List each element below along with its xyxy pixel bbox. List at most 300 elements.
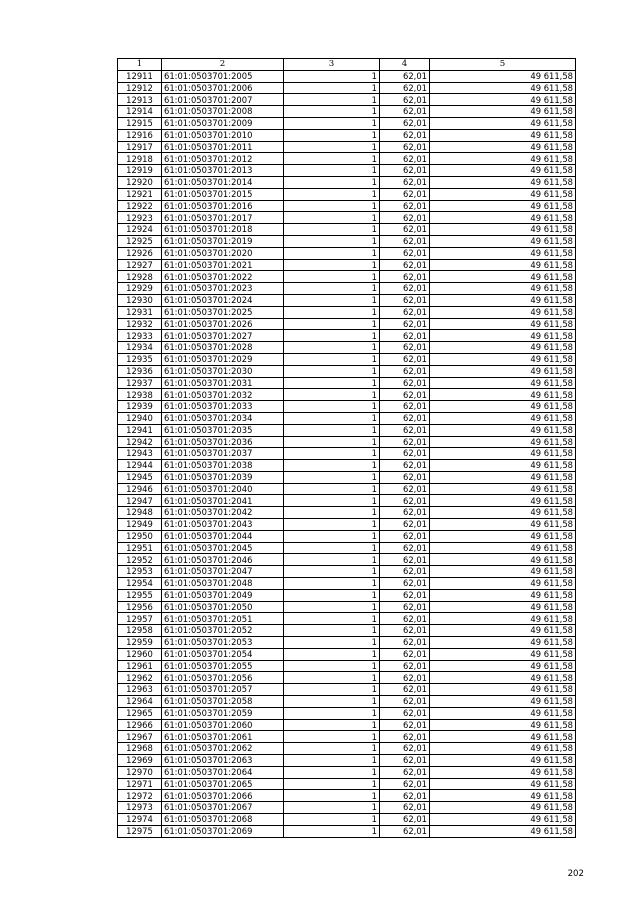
quantity-cell: 1 — [284, 802, 380, 814]
cadastral-number-cell: 61:01:0503701:2018 — [162, 224, 284, 236]
table-row — [118, 330, 576, 342]
quantity-cell: 1 — [284, 460, 380, 472]
cadastral-number-cell: 61:01:0503701:2049 — [162, 589, 284, 601]
value-cell: 49 611,58 — [430, 153, 576, 165]
quantity-cell: 1 — [284, 471, 380, 483]
quantity-cell: 1 — [284, 365, 380, 377]
value-cell: 49 611,58 — [430, 165, 576, 177]
value-cell: 49 611,58 — [430, 294, 576, 306]
quantity-cell: 1 — [284, 778, 380, 790]
area-cell: 62,01 — [380, 200, 430, 212]
quantity-cell: 1 — [284, 176, 380, 188]
table-row — [118, 176, 576, 188]
cadastral-number-cell: 61:01:0503701:2047 — [162, 566, 284, 578]
quantity-cell: 1 — [284, 424, 380, 436]
table-row — [118, 684, 576, 696]
row-number-cell: 12948 — [118, 507, 162, 519]
table-row — [118, 766, 576, 778]
table-row — [118, 141, 576, 153]
value-cell: 49 611,58 — [430, 766, 576, 778]
row-number-cell: 12932 — [118, 318, 162, 330]
cadastral-number-cell: 61:01:0503701:2048 — [162, 578, 284, 590]
area-cell: 62,01 — [380, 117, 430, 129]
cadastral-number-cell: 61:01:0503701:2010 — [162, 129, 284, 141]
row-number-cell: 12974 — [118, 814, 162, 826]
area-cell: 62,01 — [380, 566, 430, 578]
table-row — [118, 637, 576, 649]
quantity-cell: 1 — [284, 330, 380, 342]
quantity-cell: 1 — [284, 507, 380, 519]
row-number-cell: 12964 — [118, 696, 162, 708]
row-number-cell: 12968 — [118, 743, 162, 755]
area-cell: 62,01 — [380, 306, 430, 318]
row-number-cell: 12973 — [118, 802, 162, 814]
area-cell: 62,01 — [380, 235, 430, 247]
quantity-cell: 1 — [284, 165, 380, 177]
row-number-cell: 12941 — [118, 424, 162, 436]
area-cell: 62,01 — [380, 660, 430, 672]
table-row — [118, 625, 576, 637]
quantity-cell: 1 — [284, 94, 380, 106]
area-cell: 62,01 — [380, 448, 430, 460]
cadastral-number-cell: 61:01:0503701:2015 — [162, 188, 284, 200]
row-number-cell: 12924 — [118, 224, 162, 236]
quantity-cell: 1 — [284, 589, 380, 601]
column-header-4: 4 — [380, 59, 430, 71]
table-row — [118, 495, 576, 507]
cadastral-number-cell: 61:01:0503701:2007 — [162, 94, 284, 106]
quantity-cell: 1 — [284, 436, 380, 448]
area-cell: 62,01 — [380, 129, 430, 141]
value-cell: 49 611,58 — [430, 755, 576, 767]
row-number-cell: 12915 — [118, 117, 162, 129]
cadastral-number-cell: 61:01:0503701:2056 — [162, 672, 284, 684]
row-number-cell: 12943 — [118, 448, 162, 460]
area-cell: 62,01 — [380, 460, 430, 472]
cadastral-number-cell: 61:01:0503701:2005 — [162, 70, 284, 82]
quantity-cell: 1 — [284, 448, 380, 460]
row-number-cell: 12931 — [118, 306, 162, 318]
value-cell: 49 611,58 — [430, 188, 576, 200]
cadastral-number-cell: 61:01:0503701:2044 — [162, 530, 284, 542]
cadastral-number-cell: 61:01:0503701:2034 — [162, 412, 284, 424]
quantity-cell: 1 — [284, 731, 380, 743]
table-row — [118, 365, 576, 377]
cadastral-number-cell: 61:01:0503701:2062 — [162, 743, 284, 755]
table-row — [118, 471, 576, 483]
row-number-cell: 12966 — [118, 719, 162, 731]
area-cell: 62,01 — [380, 519, 430, 531]
cadastral-number-cell: 61:01:0503701:2052 — [162, 625, 284, 637]
header-row — [118, 59, 576, 71]
value-cell: 49 611,58 — [430, 554, 576, 566]
area-cell: 62,01 — [380, 589, 430, 601]
table-row — [118, 271, 576, 283]
value-cell: 49 611,58 — [430, 707, 576, 719]
cadastral-number-cell: 61:01:0503701:2011 — [162, 141, 284, 153]
cadastral-number-cell: 61:01:0503701:2067 — [162, 802, 284, 814]
area-cell: 62,01 — [380, 542, 430, 554]
table-row — [118, 412, 576, 424]
quantity-cell: 1 — [284, 696, 380, 708]
cadastral-number-cell: 61:01:0503701:2041 — [162, 495, 284, 507]
area-cell: 62,01 — [380, 377, 430, 389]
row-number-cell: 12930 — [118, 294, 162, 306]
area-cell: 62,01 — [380, 613, 430, 625]
cadastral-number-cell: 61:01:0503701:2037 — [162, 448, 284, 460]
quantity-cell: 1 — [284, 377, 380, 389]
value-cell: 49 611,58 — [430, 601, 576, 613]
quantity-cell: 1 — [284, 495, 380, 507]
quantity-cell: 1 — [284, 247, 380, 259]
table-body — [118, 70, 576, 837]
table-row — [118, 424, 576, 436]
area-cell: 62,01 — [380, 672, 430, 684]
area-cell: 62,01 — [380, 578, 430, 590]
value-cell: 49 611,58 — [430, 224, 576, 236]
row-number-cell: 12925 — [118, 235, 162, 247]
value-cell: 49 611,58 — [430, 436, 576, 448]
row-number-cell: 12928 — [118, 271, 162, 283]
area-cell: 62,01 — [380, 176, 430, 188]
table-row — [118, 247, 576, 259]
cadastral-number-cell: 61:01:0503701:2069 — [162, 825, 284, 837]
area-cell: 62,01 — [380, 153, 430, 165]
cadastral-number-cell: 61:01:0503701:2032 — [162, 389, 284, 401]
quantity-cell: 1 — [284, 743, 380, 755]
cadastral-number-cell: 61:01:0503701:2022 — [162, 271, 284, 283]
row-number-cell: 12934 — [118, 342, 162, 354]
table-row — [118, 743, 576, 755]
area-cell: 62,01 — [380, 696, 430, 708]
area-cell: 62,01 — [380, 318, 430, 330]
value-cell: 49 611,58 — [430, 483, 576, 495]
cadastral-number-cell: 61:01:0503701:2064 — [162, 766, 284, 778]
value-cell: 49 611,58 — [430, 637, 576, 649]
area-cell: 62,01 — [380, 778, 430, 790]
cadastral-number-cell: 61:01:0503701:2042 — [162, 507, 284, 519]
cadastral-number-cell: 61:01:0503701:2059 — [162, 707, 284, 719]
value-cell: 49 611,58 — [430, 743, 576, 755]
table-row — [118, 129, 576, 141]
cadastral-number-cell: 61:01:0503701:2023 — [162, 283, 284, 295]
row-number-cell: 12975 — [118, 825, 162, 837]
table-row — [118, 589, 576, 601]
table-row — [118, 389, 576, 401]
table-row — [118, 283, 576, 295]
area-cell: 62,01 — [380, 707, 430, 719]
area-cell: 62,01 — [380, 342, 430, 354]
value-cell: 49 611,58 — [430, 648, 576, 660]
value-cell: 49 611,58 — [430, 106, 576, 118]
quantity-cell: 1 — [284, 554, 380, 566]
cadastral-number-cell: 61:01:0503701:2017 — [162, 212, 284, 224]
value-cell: 49 611,58 — [430, 578, 576, 590]
quantity-cell: 1 — [284, 271, 380, 283]
quantity-cell: 1 — [284, 825, 380, 837]
quantity-cell: 1 — [284, 153, 380, 165]
row-number-cell: 12958 — [118, 625, 162, 637]
cadastral-number-cell: 61:01:0503701:2046 — [162, 554, 284, 566]
value-cell: 49 611,58 — [430, 401, 576, 413]
area-cell: 62,01 — [380, 212, 430, 224]
row-number-cell: 12953 — [118, 566, 162, 578]
table-row — [118, 519, 576, 531]
row-number-cell: 12922 — [118, 200, 162, 212]
value-cell: 49 611,58 — [430, 530, 576, 542]
quantity-cell: 1 — [284, 259, 380, 271]
cadastral-number-cell: 61:01:0503701:2009 — [162, 117, 284, 129]
area-cell: 62,01 — [380, 401, 430, 413]
table-row — [118, 578, 576, 590]
area-cell: 62,01 — [380, 648, 430, 660]
table-row — [118, 707, 576, 719]
table-row — [118, 566, 576, 578]
row-number-cell: 12956 — [118, 601, 162, 613]
area-cell: 62,01 — [380, 283, 430, 295]
area-cell: 62,01 — [380, 637, 430, 649]
value-cell: 49 611,58 — [430, 778, 576, 790]
table-row — [118, 814, 576, 826]
value-cell: 49 611,58 — [430, 330, 576, 342]
table-row — [118, 117, 576, 129]
table-row — [118, 165, 576, 177]
table-row — [118, 672, 576, 684]
row-number-cell: 12959 — [118, 637, 162, 649]
value-cell: 49 611,58 — [430, 802, 576, 814]
column-header-5: 5 — [430, 59, 576, 71]
quantity-cell: 1 — [284, 483, 380, 495]
area-cell: 62,01 — [380, 483, 430, 495]
cadastral-number-cell: 61:01:0503701:2054 — [162, 648, 284, 660]
cadastral-number-cell: 61:01:0503701:2066 — [162, 790, 284, 802]
value-cell: 49 611,58 — [430, 589, 576, 601]
row-number-cell: 12917 — [118, 141, 162, 153]
row-number-cell: 12938 — [118, 389, 162, 401]
quantity-cell: 1 — [284, 542, 380, 554]
value-cell: 49 611,58 — [430, 283, 576, 295]
table-row — [118, 648, 576, 660]
table-row — [118, 719, 576, 731]
table-row — [118, 259, 576, 271]
table-row — [118, 696, 576, 708]
row-number-cell: 12957 — [118, 613, 162, 625]
quantity-cell: 1 — [284, 648, 380, 660]
quantity-cell: 1 — [284, 129, 380, 141]
value-cell: 49 611,58 — [430, 542, 576, 554]
value-cell: 49 611,58 — [430, 684, 576, 696]
cadastral-number-cell: 61:01:0503701:2061 — [162, 731, 284, 743]
row-number-cell: 12950 — [118, 530, 162, 542]
page-number: 202 — [567, 869, 584, 879]
table-row — [118, 755, 576, 767]
cadastral-number-cell: 61:01:0503701:2045 — [162, 542, 284, 554]
quantity-cell: 1 — [284, 117, 380, 129]
value-cell: 49 611,58 — [430, 660, 576, 672]
area-cell: 62,01 — [380, 471, 430, 483]
column-header-3: 3 — [284, 59, 380, 71]
cadastral-number-cell: 61:01:0503701:2012 — [162, 153, 284, 165]
value-cell: 49 611,58 — [430, 259, 576, 271]
value-cell: 49 611,58 — [430, 495, 576, 507]
cadastral-number-cell: 61:01:0503701:2038 — [162, 460, 284, 472]
row-number-cell: 12929 — [118, 283, 162, 295]
value-cell: 49 611,58 — [430, 696, 576, 708]
value-cell: 49 611,58 — [430, 117, 576, 129]
row-number-cell: 12912 — [118, 82, 162, 94]
cadastral-number-cell: 61:01:0503701:2030 — [162, 365, 284, 377]
row-number-cell: 12918 — [118, 153, 162, 165]
cadastral-number-cell: 61:01:0503701:2068 — [162, 814, 284, 826]
value-cell: 49 611,58 — [430, 814, 576, 826]
cadastral-number-cell: 61:01:0503701:2058 — [162, 696, 284, 708]
area-cell: 62,01 — [380, 271, 430, 283]
table-row — [118, 318, 576, 330]
cadastral-number-cell: 61:01:0503701:2026 — [162, 318, 284, 330]
area-cell: 62,01 — [380, 530, 430, 542]
row-number-cell: 12944 — [118, 460, 162, 472]
row-number-cell: 12947 — [118, 495, 162, 507]
table-row — [118, 731, 576, 743]
table-row — [118, 483, 576, 495]
value-cell: 49 611,58 — [430, 306, 576, 318]
value-cell: 49 611,58 — [430, 82, 576, 94]
table-row — [118, 554, 576, 566]
row-number-cell: 12911 — [118, 70, 162, 82]
area-cell: 62,01 — [380, 436, 430, 448]
table-row — [118, 342, 576, 354]
row-number-cell: 12919 — [118, 165, 162, 177]
cadastral-number-cell: 61:01:0503701:2013 — [162, 165, 284, 177]
area-cell: 62,01 — [380, 601, 430, 613]
quantity-cell: 1 — [284, 412, 380, 424]
table-row — [118, 377, 576, 389]
row-number-cell: 12914 — [118, 106, 162, 118]
row-number-cell: 12952 — [118, 554, 162, 566]
cadastral-number-cell: 61:01:0503701:2053 — [162, 637, 284, 649]
quantity-cell: 1 — [284, 613, 380, 625]
row-number-cell: 12920 — [118, 176, 162, 188]
value-cell: 49 611,58 — [430, 613, 576, 625]
value-cell: 49 611,58 — [430, 200, 576, 212]
area-cell: 62,01 — [380, 424, 430, 436]
area-cell: 62,01 — [380, 389, 430, 401]
row-number-cell: 12954 — [118, 578, 162, 590]
area-cell: 62,01 — [380, 141, 430, 153]
table-row — [118, 224, 576, 236]
area-cell: 62,01 — [380, 554, 430, 566]
table-row — [118, 353, 576, 365]
area-cell: 62,01 — [380, 330, 430, 342]
row-number-cell: 12916 — [118, 129, 162, 141]
value-cell: 49 611,58 — [430, 672, 576, 684]
row-number-cell: 12965 — [118, 707, 162, 719]
cadastral-number-cell: 61:01:0503701:2021 — [162, 259, 284, 271]
table-row — [118, 200, 576, 212]
row-number-cell: 12927 — [118, 259, 162, 271]
quantity-cell: 1 — [284, 106, 380, 118]
value-cell: 49 611,58 — [430, 412, 576, 424]
quantity-cell: 1 — [284, 188, 380, 200]
row-number-cell: 12939 — [118, 401, 162, 413]
cadastral-number-cell: 61:01:0503701:2025 — [162, 306, 284, 318]
quantity-cell: 1 — [284, 625, 380, 637]
table-row — [118, 460, 576, 472]
value-cell: 49 611,58 — [430, 625, 576, 637]
value-cell: 49 611,58 — [430, 247, 576, 259]
cadastral-number-cell: 61:01:0503701:2050 — [162, 601, 284, 613]
value-cell: 49 611,58 — [430, 424, 576, 436]
area-cell: 62,01 — [380, 294, 430, 306]
table-row — [118, 153, 576, 165]
quantity-cell: 1 — [284, 684, 380, 696]
quantity-cell: 1 — [284, 212, 380, 224]
row-number-cell: 12972 — [118, 790, 162, 802]
table-row — [118, 436, 576, 448]
area-cell: 62,01 — [380, 802, 430, 814]
value-cell: 49 611,58 — [430, 389, 576, 401]
cadastral-number-cell: 61:01:0503701:2055 — [162, 660, 284, 672]
row-number-cell: 12946 — [118, 483, 162, 495]
area-cell: 62,01 — [380, 224, 430, 236]
quantity-cell: 1 — [284, 224, 380, 236]
quantity-cell: 1 — [284, 719, 380, 731]
cadastral-number-cell: 61:01:0503701:2036 — [162, 436, 284, 448]
table-row — [118, 188, 576, 200]
value-cell: 49 611,58 — [430, 719, 576, 731]
row-number-cell: 12940 — [118, 412, 162, 424]
area-cell: 62,01 — [380, 684, 430, 696]
area-cell: 62,01 — [380, 495, 430, 507]
cadastral-number-cell: 61:01:0503701:2008 — [162, 106, 284, 118]
quantity-cell: 1 — [284, 283, 380, 295]
quantity-cell: 1 — [284, 318, 380, 330]
table-row — [118, 790, 576, 802]
cadastral-number-cell: 61:01:0503701:2057 — [162, 684, 284, 696]
cadastral-number-cell: 61:01:0503701:2029 — [162, 353, 284, 365]
cadastral-number-cell: 61:01:0503701:2039 — [162, 471, 284, 483]
quantity-cell: 1 — [284, 401, 380, 413]
area-cell: 62,01 — [380, 165, 430, 177]
quantity-cell: 1 — [284, 342, 380, 354]
quantity-cell: 1 — [284, 672, 380, 684]
quantity-cell: 1 — [284, 566, 380, 578]
row-number-cell: 12949 — [118, 519, 162, 531]
table-row — [118, 802, 576, 814]
cadastral-number-cell: 61:01:0503701:2020 — [162, 247, 284, 259]
quantity-cell: 1 — [284, 707, 380, 719]
area-cell: 62,01 — [380, 743, 430, 755]
value-cell: 49 611,58 — [430, 377, 576, 389]
value-cell: 49 611,58 — [430, 94, 576, 106]
area-cell: 62,01 — [380, 790, 430, 802]
cadastral-number-cell: 61:01:0503701:2014 — [162, 176, 284, 188]
table-row — [118, 401, 576, 413]
table-row — [118, 613, 576, 625]
cadastral-number-cell: 61:01:0503701:2035 — [162, 424, 284, 436]
cadastral-number-cell: 61:01:0503701:2040 — [162, 483, 284, 495]
value-cell: 49 611,58 — [430, 353, 576, 365]
cadastral-number-cell: 61:01:0503701:2028 — [162, 342, 284, 354]
cadastral-number-cell: 61:01:0503701:2051 — [162, 613, 284, 625]
quantity-cell: 1 — [284, 755, 380, 767]
quantity-cell: 1 — [284, 353, 380, 365]
table-row — [118, 94, 576, 106]
quantity-cell: 1 — [284, 637, 380, 649]
quantity-cell: 1 — [284, 200, 380, 212]
row-number-cell: 12933 — [118, 330, 162, 342]
row-number-cell: 12961 — [118, 660, 162, 672]
